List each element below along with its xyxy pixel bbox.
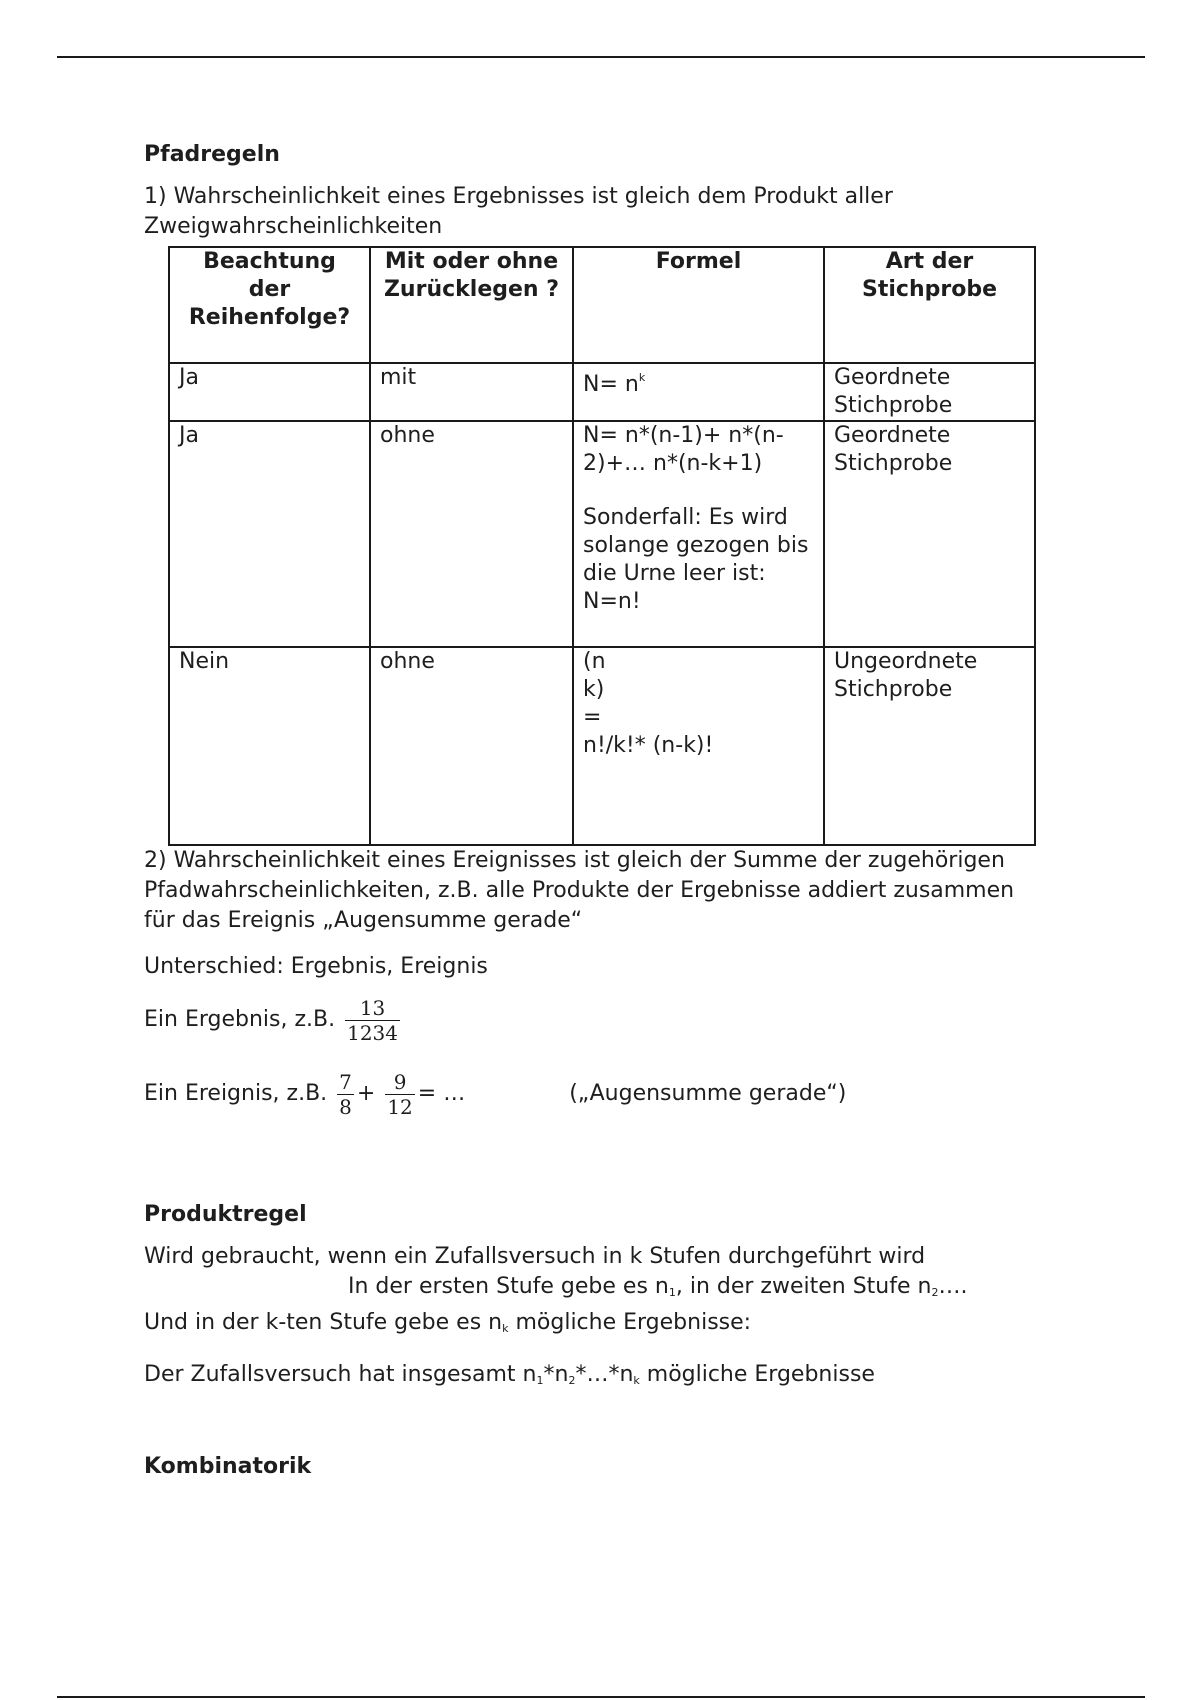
special-case-formula: N=n! [583,589,641,614]
header-formula: Formel [573,247,824,363]
cell-formula [573,421,824,647]
cell-sample-kind: Geordnete Stichprobe [824,363,1035,421]
cell-sample-kind: Geordnete Stichprobe [824,421,1035,647]
cell-formula [573,647,824,845]
kombinatorik-heading: Kombinatorik [144,1454,312,1479]
formula-text: N= n*(n-1)+ n*(n-2)+… n*(n-k+1) [583,423,784,476]
produkt-line-3: Und in der k-ten Stufe gebe es $n_k$ mögliche Ergebnisse: [144,1310,752,1335]
ereignis-example [144,1064,1044,1124]
binomial-line-4: n!/k!* (n-k)! [583,733,714,758]
cell-order: Ja [169,421,370,647]
ereignis-note: („Augensumme gerade“) [569,1081,847,1106]
formula-exponent: k [638,371,646,384]
binomial-line-2: k) [583,677,605,702]
fraction-numerator: 9 [385,1070,414,1095]
plus-sign: + [356,1081,376,1106]
fraction-denominator: 8 [339,1094,352,1119]
binomial-line-3: = [583,705,602,730]
produktregel-heading: Produktregel [144,1202,307,1227]
produkt-line-1: Wird gebraucht, wenn ein Zufallsversuch in k Stufen durchgeführt wird [144,1244,926,1269]
bottom-rule [57,1696,1145,1698]
produkt-line-4: Der Zufallsversuch hat insgesamt $n_1*n_2*\dots*n_k$ mögliche Ergebnisse [144,1362,875,1387]
cell-replacement: mit [370,363,573,421]
difference-text: Unterschied: Ergebnis, Ereignis [144,954,488,979]
cell-order: Nein [169,647,370,845]
binomial-line-1: (n [583,649,606,674]
ereignis-fraction-1 [337,1070,354,1119]
formula-base: N= n [583,372,639,397]
header-order: Beachtung der Reihenfolge? [169,247,370,363]
fraction-denominator: 1234 [347,1020,399,1045]
cell-order: Ja [169,363,370,421]
ereignis-label: Ein Ereignis, z.B. [144,1081,328,1106]
fraction-numerator: 13 [345,996,400,1021]
header-sample-kind: Art der Stichprobe [824,247,1035,363]
ergebnis-example [144,990,1044,1050]
fraction-denominator: 12 [387,1094,413,1119]
special-case-text: Sonderfall: Es wird solange gezogen bis die Urne leer ist: [583,505,809,586]
rule-1-text: 1) Wahrscheinlichkeit eines Ergebnisses ist gleich dem Produkt aller Zweigwahrscheinlichkeiten [144,184,893,239]
top-rule [57,56,1145,58]
table-row [169,363,1035,421]
equals-ellipsis: = … [417,1081,466,1106]
fraction-numerator: 7 [339,1069,352,1094]
table-row [169,421,1035,647]
table-row [169,647,1035,845]
ergebnis-label: Ein Ergebnis, z.B. [144,1007,336,1032]
cell-replacement: ohne [370,421,573,647]
rule-2-text: 2) Wahrscheinlichkeit eines Ereignisses ist gleich der Summe der zugehörigen Pfadwahrscheinlichkeiten, z.B. alle Produkte der Ergebnisse addiert zusammen für das Ereignis „Augensumme gerade“ [144,848,1015,933]
cell-sample-kind: Ungeordnete Stichprobe [824,647,1035,845]
cell-replacement: ohne [370,647,573,845]
ergebnis-fraction [345,996,400,1045]
pfadregeln-heading: Pfadregeln [144,142,280,167]
cell-formula [573,363,824,421]
combinatorics-table [168,246,1036,846]
produkt-line-2: In der ersten Stufe gebe es $n_1$, in der zweiten Stufe $n_2\dots$. [348,1274,968,1299]
ereignis-fraction-2 [385,1070,414,1119]
header-replacement: Mit oder ohne Zurücklegen ? [370,247,573,363]
table-header-row [169,247,1035,363]
document-page [144,140,1044,1482]
